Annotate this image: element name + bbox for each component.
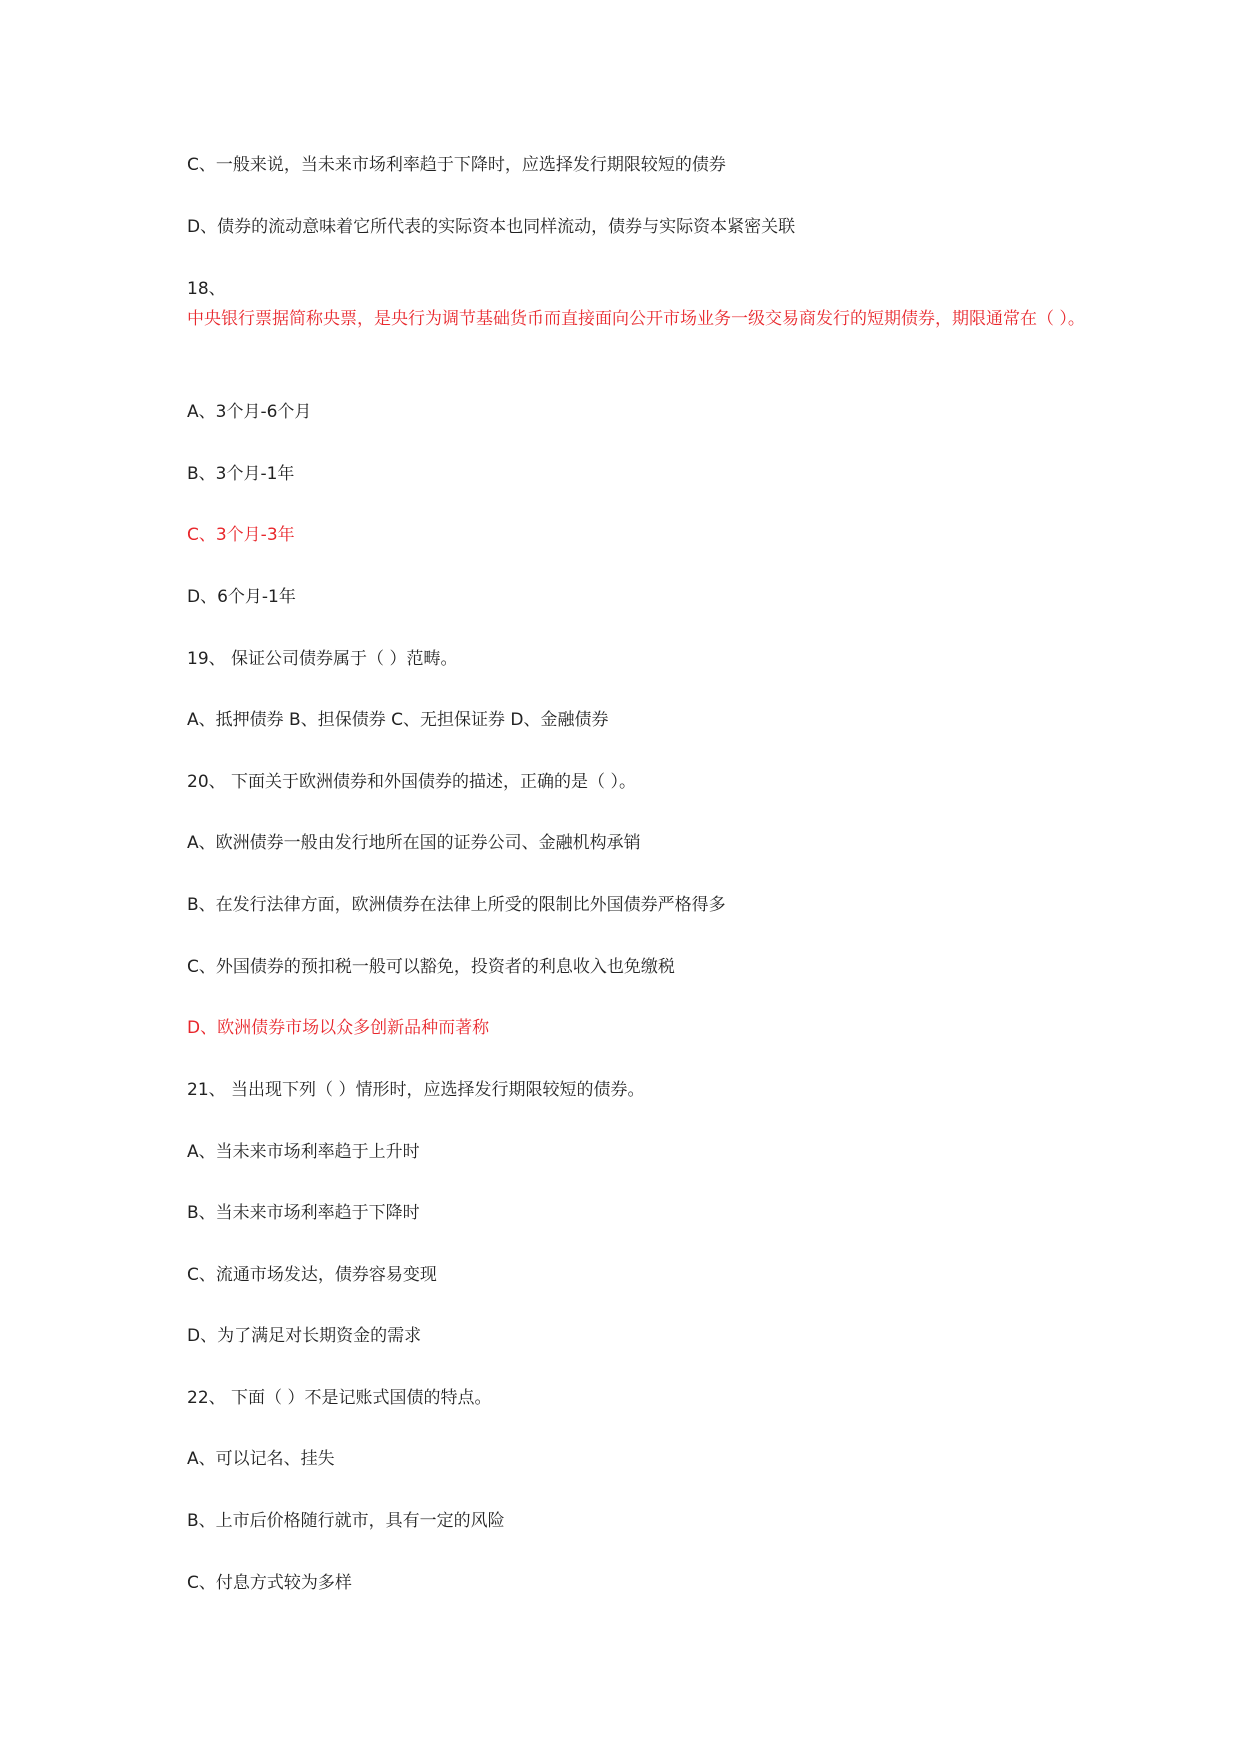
q21-question: 21、 当出现下列（ ）情形时，应选择发行期限较短的债券。	[187, 1080, 645, 1100]
q21-option-d: D、为了满足对长期资金的需求	[187, 1326, 422, 1346]
q20-question: 20、 下面关于欧洲债券和外国债券的描述，正确的是（ ）。	[187, 772, 636, 792]
q18-option-d: D、6个月-1年	[187, 587, 296, 607]
q17-option-c: C、一般来说，当未来市场利率趋于下降时，应选择发行期限较短的债券	[187, 155, 726, 175]
q22-option-b: B、上市后价格随行就市，具有一定的风险	[187, 1511, 505, 1531]
q18-number: 18、	[187, 279, 226, 299]
q19-options: A、抵押债券 B、担保债券 C、无担保证券 D、金融债券	[187, 710, 609, 730]
q17-option-d: D、债券的流动意味着它所代表的实际资本也同样流动，债券与实际资本紧密关联	[187, 217, 796, 237]
q18-option-a: A、3个月-6个月	[187, 402, 312, 422]
q18-option-b: B、3个月-1年	[187, 464, 295, 484]
q20-option-a: A、欧洲债券一般由发行地所在国的证券公司、金融机构承销	[187, 833, 641, 853]
q20-option-c: C、外国债券的预扣税一般可以豁免，投资者的利息收入也免缴税	[187, 957, 675, 977]
q18-option-c-answer: C、3个月-3年	[187, 525, 295, 545]
q19-question: 19、 保证公司债券属于（ ）范畴。	[187, 649, 458, 669]
q20-option-b: B、在发行法律方面，欧洲债券在法律上所受的限制比外国债券严格得多	[187, 895, 726, 915]
q21-option-b: B、当未来市场利率趋于下降时	[187, 1203, 420, 1223]
q20-option-d-answer: D、欧洲债券市场以众多创新品种而著称	[187, 1018, 490, 1038]
q21-option-c: C、流通市场发达，债券容易变现	[187, 1265, 437, 1285]
q22-option-a: A、可以记名、挂失	[187, 1449, 335, 1469]
q18-question-text: 中央银行票据简称央票，是央行为调节基础货币而直接面向公开市场业务一级交易商发行的短期债券，期限通常在（ ）。	[187, 309, 1085, 329]
q21-option-a: A、当未来市场利率趋于上升时	[187, 1142, 420, 1162]
q22-question: 22、 下面（ ）不是记账式国债的特点。	[187, 1388, 492, 1408]
q22-option-c: C、付息方式较为多样	[187, 1573, 352, 1593]
